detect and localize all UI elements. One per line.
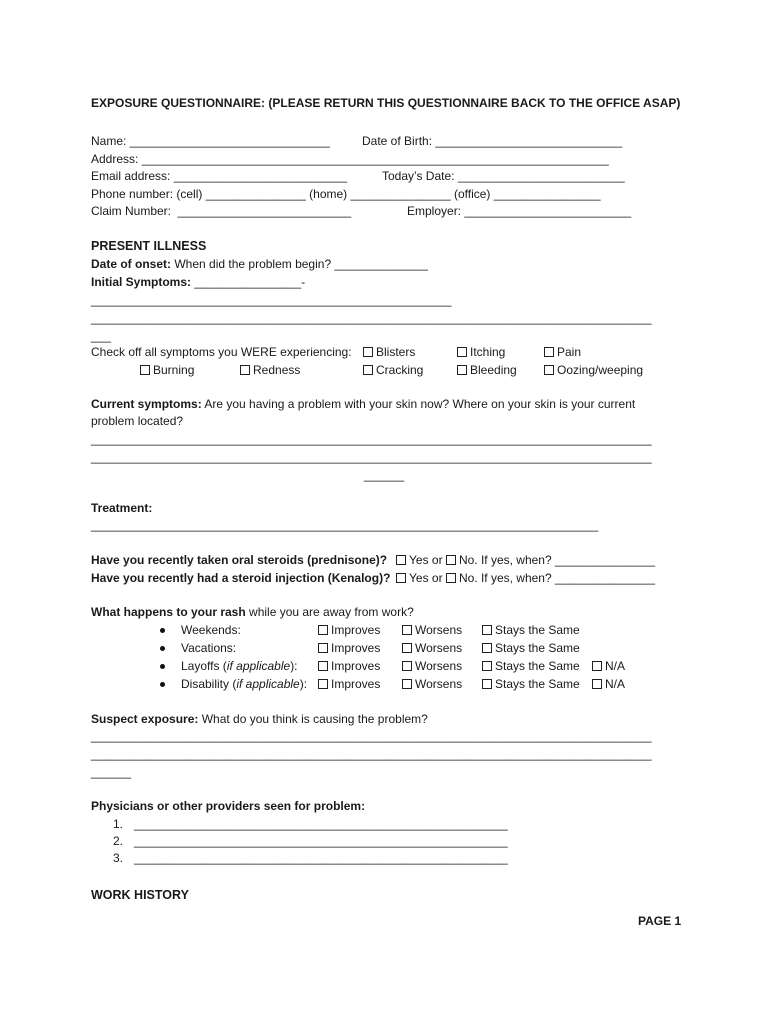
work-history-heading: WORK HISTORY [91, 888, 189, 902]
oral-steroids-answer[interactable]: Yes or No. If yes, when? _______________ [396, 553, 655, 567]
physician-field[interactable]: ________________________________________________________ [134, 851, 508, 865]
treatment-field[interactable]: ____________________________________________________________________________ [91, 518, 599, 532]
current-symptoms-field-3[interactable]: ______ [364, 468, 405, 482]
rash-label: What happens to your rash [91, 605, 246, 619]
initial-symptoms-field[interactable]: ________________- [191, 275, 306, 289]
checkbox[interactable] [240, 365, 250, 375]
onset-field[interactable]: When did the problem begin? ______________ [171, 257, 428, 271]
rash-row-disability: Disability (if applicable): [181, 677, 308, 691]
symptom-pain[interactable]: Pain [544, 345, 581, 359]
bullet [160, 646, 165, 651]
checkbox[interactable] [402, 679, 412, 689]
option-improves[interactable]: Improves [318, 659, 380, 673]
current-symptoms-text-2: problem located? [91, 414, 184, 428]
rash-question: What happens to your rash while you are away from work? [91, 605, 414, 619]
checkbox[interactable] [363, 347, 373, 357]
suspect-exposure-line: Suspect exposure: What do you think is causing the problem? [91, 712, 428, 726]
suspect-exposure-field-3[interactable]: ______ [91, 765, 132, 779]
page-number: PAGE 1 [638, 914, 682, 928]
checkbox[interactable] [402, 661, 412, 671]
physicians-label: Physicians or other providers seen for problem: [91, 799, 366, 813]
checkbox[interactable] [592, 661, 602, 671]
checkbox[interactable] [592, 679, 602, 689]
treatment-label: Treatment: [91, 501, 153, 515]
initial-symptoms-label: Initial Symptoms: [91, 275, 192, 289]
physician-field[interactable]: ________________________________________________________ [134, 817, 508, 831]
page-title: EXPOSURE QUESTIONNAIRE: (PLEASE RETURN THIS QUESTIONNAIRE BACK TO THE OFFICE ASAP) [91, 96, 681, 110]
rash-row-vacations: Vacations: [181, 641, 237, 655]
checkbox[interactable] [482, 643, 492, 653]
option-worsens[interactable]: Worsens [402, 677, 462, 691]
checkbox[interactable] [318, 643, 328, 653]
checkbox[interactable] [140, 365, 150, 375]
checkbox[interactable] [402, 625, 412, 635]
option-worsens[interactable]: Worsens [402, 641, 462, 655]
initial-symptoms-line-1[interactable]: ______________________________________________________ [91, 293, 452, 307]
checkbox[interactable] [363, 365, 373, 375]
symptom-burning[interactable]: Burning [140, 363, 194, 377]
checkbox[interactable] [544, 365, 554, 375]
physician-number: 3. [113, 851, 124, 865]
onset-line [91, 257, 428, 271]
bullet [160, 664, 165, 669]
symptom-redness[interactable]: Redness [240, 363, 300, 377]
steroid-injection-question: Have you recently had a steroid injection (Kenalog)? [91, 571, 391, 585]
checkbox[interactable] [544, 347, 554, 357]
no-checkbox[interactable] [446, 573, 456, 583]
initial-symptoms-line-2[interactable]: ____________________________________________________________________________________ [91, 311, 652, 325]
bullet [160, 682, 165, 687]
check-symptoms-label: Check off all symptoms you WERE experiencing: [91, 345, 352, 359]
oral-steroids-question: Have you recently taken oral steroids (prednisone)? [91, 553, 388, 567]
current-symptoms-line: Current symptoms: Are you having a problem with your skin now? Where on your skin is your current [91, 397, 636, 411]
employer-field[interactable]: Employer: _________________________ [407, 204, 632, 218]
option-na[interactable]: N/A [592, 659, 625, 673]
current-symptoms-label: Current symptoms: [91, 397, 202, 411]
symptom-itching[interactable]: Itching [457, 345, 505, 359]
claim-number-field[interactable]: Claim Number: __________________________ [91, 204, 352, 218]
rash-row-weekends: Weekends: [181, 623, 241, 637]
checkbox[interactable] [482, 679, 492, 689]
bullet [160, 628, 165, 633]
symptom-cracking[interactable]: Cracking [363, 363, 423, 377]
dob-field[interactable]: Date of Birth: ____________________________ [362, 134, 623, 148]
rash-row-layoffs: Layoffs (if applicable): [181, 659, 298, 673]
option-worsens[interactable]: Worsens [402, 623, 462, 637]
checkbox[interactable] [318, 661, 328, 671]
symptom-blisters[interactable]: Blisters [363, 345, 415, 359]
symptom-oozing[interactable]: Oozing/weeping [544, 363, 643, 377]
checkbox[interactable] [482, 661, 492, 671]
physician-number: 1. [113, 817, 124, 831]
physician-field[interactable]: ________________________________________________________ [134, 834, 508, 848]
onset-label: Date of onset: [91, 257, 172, 271]
name-field[interactable]: Name: ______________________________ [91, 134, 330, 148]
physician-number: 2. [113, 834, 124, 848]
option-na[interactable]: N/A [592, 677, 625, 691]
option-stays-same[interactable]: Stays the Same [482, 677, 580, 691]
option-stays-same[interactable]: Stays the Same [482, 641, 580, 655]
checkbox[interactable] [482, 625, 492, 635]
option-worsens[interactable]: Worsens [402, 659, 462, 673]
option-improves[interactable]: Improves [318, 677, 380, 691]
checkbox[interactable] [457, 347, 467, 357]
checkbox[interactable] [318, 625, 328, 635]
option-improves[interactable]: Improves [318, 623, 380, 637]
email-field[interactable]: Email address: __________________________ [91, 169, 348, 183]
initial-symptoms-line-3[interactable]: ___ [91, 329, 112, 343]
suspect-exposure-field-2[interactable]: ____________________________________________________________________________________ [91, 747, 652, 761]
option-stays-same[interactable]: Stays the Same [482, 659, 580, 673]
no-checkbox[interactable] [446, 555, 456, 565]
checkbox[interactable] [402, 643, 412, 653]
address-field[interactable]: Address: ______________________________________________________________________ [91, 152, 609, 166]
suspect-exposure-field-1[interactable]: ____________________________________________________________________________________ [91, 729, 652, 743]
option-improves[interactable]: Improves [318, 641, 380, 655]
todays-date-field[interactable]: Today’s Date: _________________________ [382, 169, 625, 183]
yes-checkbox[interactable] [396, 555, 406, 565]
suspect-exposure-label: Suspect exposure: [91, 712, 199, 726]
symptom-bleeding[interactable]: Bleeding [457, 363, 517, 377]
phone-field[interactable]: Phone number: (cell) _______________ (home) _______________ (office) ________________ [91, 187, 601, 201]
current-symptoms-field-2[interactable]: ____________________________________________________________________________________ [91, 450, 652, 464]
steroid-injection-answer[interactable]: Yes or No. If yes, when? _______________ [396, 571, 655, 585]
option-stays-same[interactable]: Stays the Same [482, 623, 580, 637]
current-symptoms-field-1[interactable]: ____________________________________________________________________________________ [91, 432, 652, 446]
present-illness-heading: PRESENT ILLNESS [91, 239, 207, 253]
checkbox[interactable] [457, 365, 467, 375]
yes-checkbox[interactable] [396, 573, 406, 583]
initial-symptoms-line [91, 275, 305, 289]
checkbox[interactable] [318, 679, 328, 689]
